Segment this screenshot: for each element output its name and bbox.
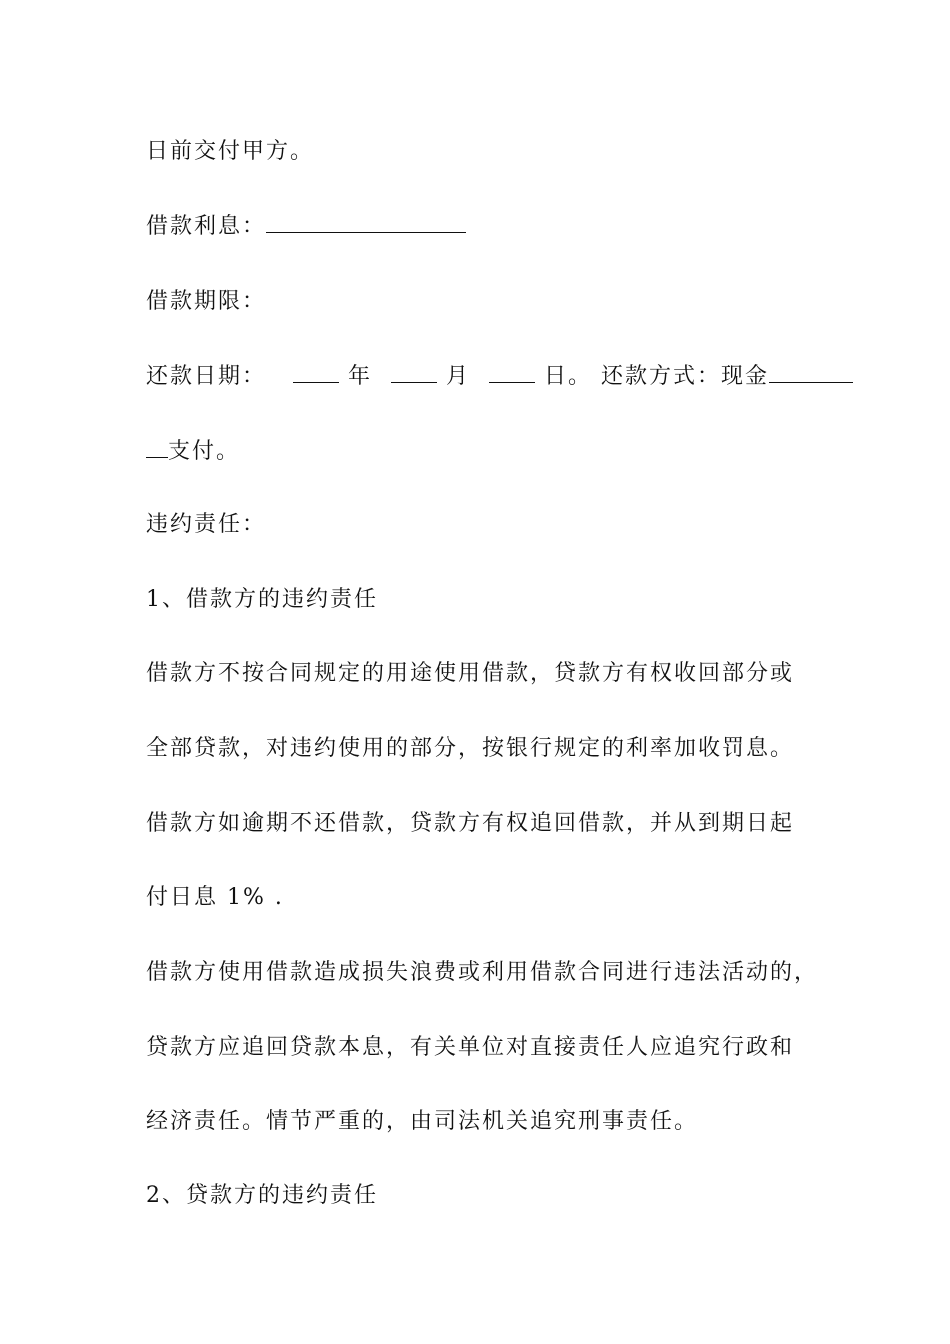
repayment-date-line	[146, 362, 853, 392]
text-line	[146, 809, 794, 839]
text-line	[146, 1181, 378, 1211]
text-line	[146, 137, 314, 167]
line-text: 借款方如逾期不还借款，贷款方有权追回借款，并从到期日起	[146, 811, 795, 836]
month-blank	[391, 362, 437, 383]
year-label: 年	[348, 364, 373, 389]
month-label: 月	[446, 364, 471, 389]
method-blank	[769, 362, 853, 383]
text-line	[146, 1033, 794, 1063]
section-heading: 违约责任：	[146, 512, 267, 537]
payment-line	[146, 437, 240, 467]
line-text: 日前交付甲方。	[146, 139, 315, 164]
line-text: 贷款方应追回贷款本息，有关单位对直接责任人应追究行政和	[146, 1035, 795, 1060]
text-line	[146, 734, 794, 764]
text-line	[146, 958, 818, 988]
method-blank-continued	[146, 437, 168, 458]
text-line	[146, 659, 794, 689]
line-text: 付日息 1% .	[146, 885, 284, 910]
line-text: 经济责任。情节严重的，由司法机关追究刑事责任。	[146, 1109, 699, 1134]
day-and-method-label: 日。 还款方式：现金	[544, 364, 770, 389]
interest-label: 借款利息：	[146, 214, 267, 239]
payment-label: 支付。	[168, 439, 241, 464]
text-line	[146, 883, 284, 913]
year-blank	[293, 362, 339, 383]
line-text: 借款方不按合同规定的用途使用借款，贷款方有权收回部分或	[146, 661, 795, 686]
text-line	[146, 1107, 698, 1137]
interest-line	[146, 212, 466, 242]
subsection-heading: 2、贷款方的违约责任	[146, 1183, 378, 1208]
text-line	[146, 510, 266, 540]
text-line	[146, 585, 378, 615]
term-line	[146, 287, 266, 317]
repayment-date-label: 还款日期：	[146, 364, 267, 389]
subsection-heading: 1、借款方的违约责任	[146, 587, 378, 612]
day-blank	[489, 362, 535, 383]
line-text: 借款方使用借款造成损失浪费或利用借款合同进行违法活动的，	[146, 960, 819, 985]
line-text: 全部贷款，对违约使用的部分，按银行规定的利率加收罚息。	[146, 736, 795, 761]
term-label: 借款期限：	[146, 289, 267, 314]
interest-blank	[266, 212, 466, 233]
